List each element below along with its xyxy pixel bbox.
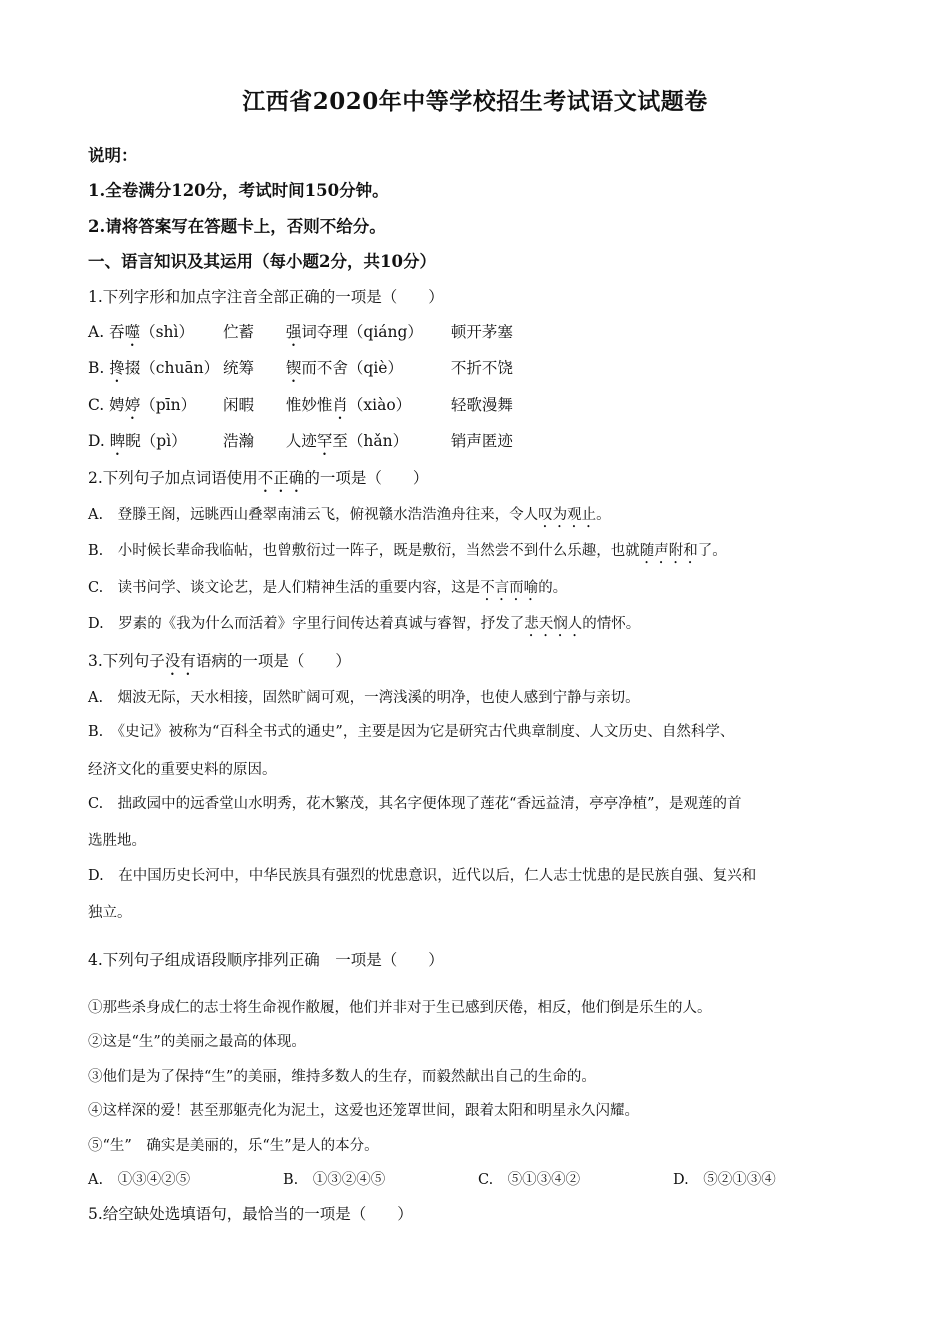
section-1-heading: 一、语言知识及其运用（每小题2分，共10分） — [88, 252, 436, 271]
notes-header: 说明： — [88, 146, 138, 165]
q3-option-d-line1: D. 在中国历史长河中，中华民族具有强烈的忧患意识，近代以后，仁人志士忧患的是民族自强、复兴和 — [88, 868, 757, 884]
q1-option-a: A. 吞噬（shì） 伫蓄 强词夺理（qiáng） 顿开茅塞 — [88, 323, 513, 341]
q2-stem: 2.下列句子加点词语使用不正确的一项是（ ） — [88, 469, 429, 487]
q2-option-a: A. 登滕王阁，远眺西山叠翠南浦云飞，俯视赣水浩浩渔舟往来，令人叹为观止。 — [88, 507, 611, 523]
note-1: 1.全卷满分120分，考试时间150分钟。 — [88, 181, 389, 200]
q2-option-d: D. 罗素的《我为什么而活着》字里行间传达着真诚与睿智，抒发了悲天悯人的情怀。 — [88, 616, 641, 632]
q3-option-a: A. 烟波无际，天水相接，固然旷阔可观，一湾浅溪的明净，也使人感到宁静与亲切。 — [88, 690, 640, 706]
q1-option-d: D. 睥睨（pì） 浩瀚 人迹罕至（hǎn） 销声匿迹 — [88, 432, 513, 450]
q4-option-b: B. ①③②④⑤ — [283, 1172, 386, 1188]
q4-option-d: D. ⑤②①③④ — [673, 1172, 776, 1188]
q5-stem: 5.给空缺处选填语句，最恰当的一项是（ ） — [88, 1205, 413, 1223]
q2-option-c: C. 读书问学、谈文论艺，是人们精神生活的重要内容，这是不言而喻的。 — [88, 580, 568, 596]
q3-option-d-line2: 独立。 — [88, 905, 132, 921]
q1-option-b: B. 搀掇（chuān） 统筹 锲而不舍（qiè） 不折不饶 — [88, 359, 513, 377]
q3-option-c-line1: C. 拙政园中的远香堂山水明秀，花木繁茂，其名字便体现了莲花“香远益清，亭亭净植”，是观莲的首 — [88, 796, 742, 812]
q3-option-b-line1: B. 《史记》被称为“百科全书式的通史”，主要是因为它是研究古代典章制度、人文历史、自然科学、 — [88, 724, 735, 740]
q4-sentence-5: ⑤“生” 确实是美丽的，乐“生”是人的本分。 — [88, 1138, 379, 1154]
q3-stem: 3.下列句子没有语病的一项是（ ） — [88, 652, 351, 670]
q4-stem: 4.下列句子组成语段顺序排列正确 一项是（ ） — [88, 951, 444, 969]
q1-stem: 1.下列字形和加点字注音全部正确的一项是（ ） — [88, 288, 444, 306]
q3-option-b-line2: 经济文化的重要史料的原因。 — [88, 762, 277, 778]
q4-sentence-1: ①那些杀身成仁的志士将生命视作敝履，他们并非对于生已感到厌倦，相反，他们倒是乐生的人。 — [88, 1000, 712, 1016]
q4-option-a: A. ①③④②⑤ — [88, 1172, 191, 1188]
q1-option-c: C. 娉婷（pīn） 闲暇 惟妙惟肖（xiào） 轻歌漫舞 — [88, 396, 513, 414]
q3-option-c-line2: 选胜地。 — [88, 833, 146, 849]
q4-sentence-3: ③他们是为了保持“生”的美丽，维持多数人的生存，而毅然献出自己的生命的。 — [88, 1069, 596, 1085]
q4-sentence-4: ④这样深的爱！甚至那躯壳化为泥土，这爱也还笼罩世间，跟着太阳和明星永久闪耀。 — [88, 1103, 639, 1119]
page-title: 江西省2020年中等学校招生考试语文试题卷 — [242, 88, 708, 115]
q4-options — [88, 1168, 858, 1189]
q2-option-b: B. 小时候长辈命我临帖，也曾敷衍过一阵子，既是敷衍，当然尝不到什么乐趣，也就随声附和了。 — [88, 543, 727, 559]
q4-option-c: C. ⑤①③④② — [478, 1172, 581, 1188]
q4-sentence-2: ②这是“生”的美丽之最高的体现。 — [88, 1034, 306, 1050]
note-2: 2.请将答案写在答题卡上，否则不给分。 — [88, 217, 386, 236]
